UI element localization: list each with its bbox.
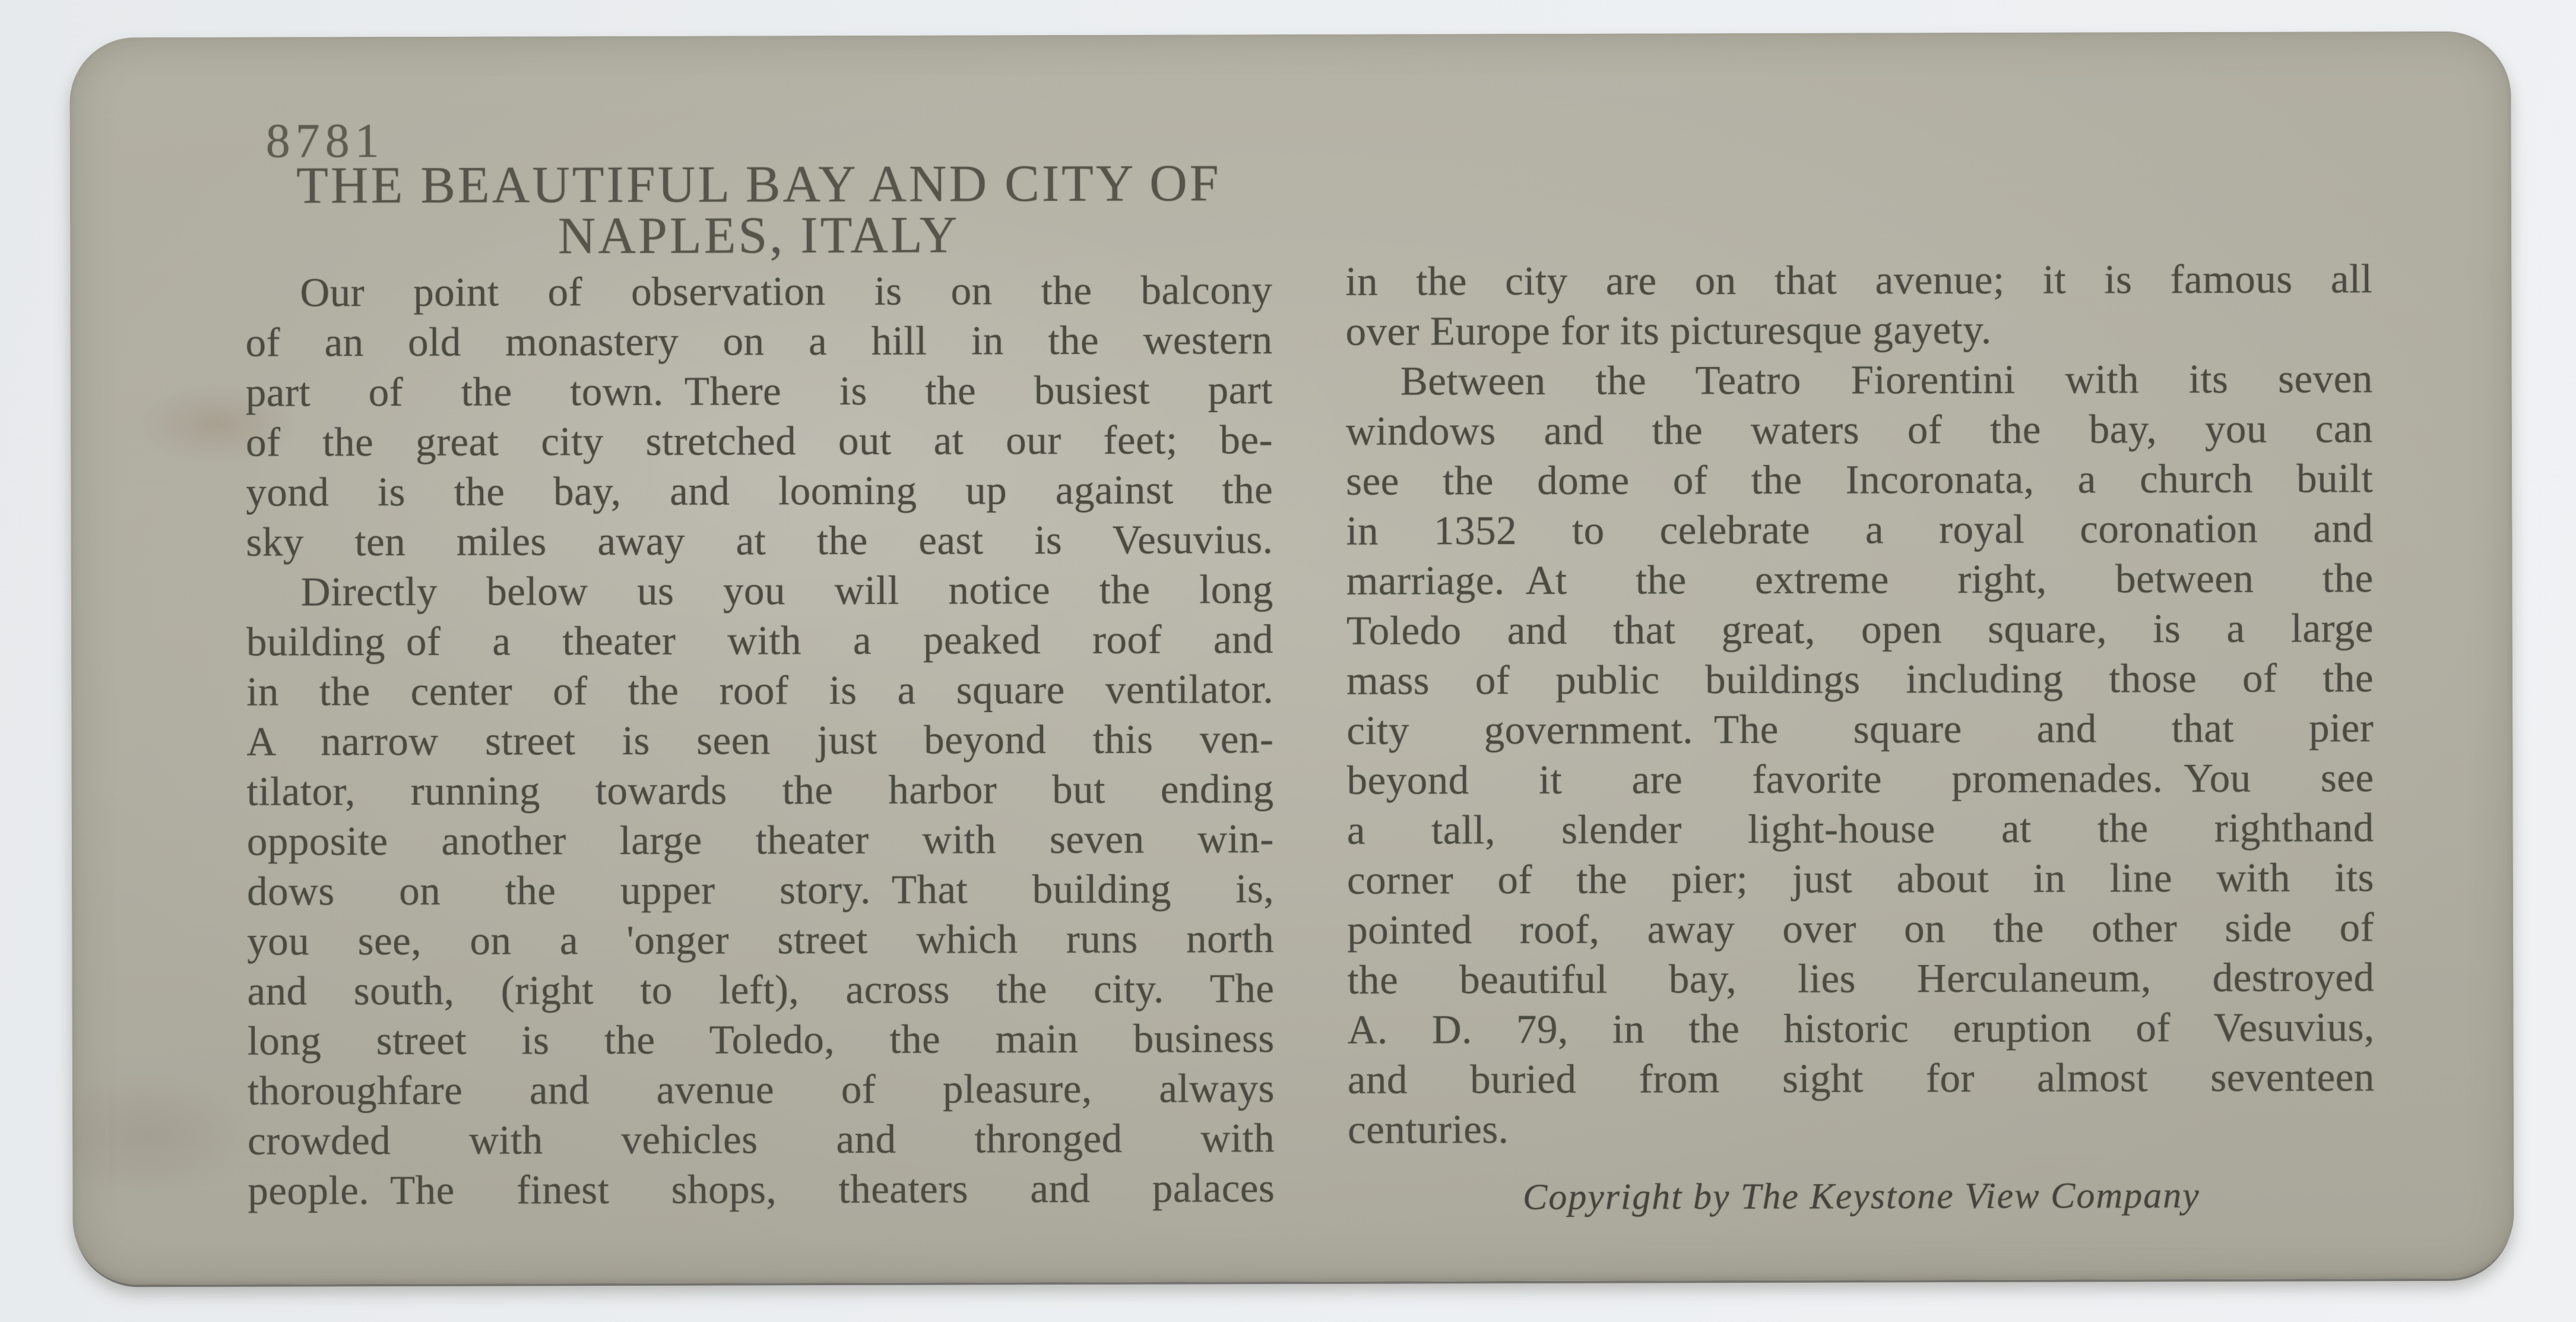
text-line: marriage. At the extreme right, between the (1346, 555, 2374, 603)
text-line: the beautiful bay, lies Herculaneum, destroyed (1347, 954, 2375, 1002)
text-line: corner of the pier; just about in line with its (1346, 855, 2375, 903)
text-line: opposite another large theater with seven win- (246, 816, 1274, 864)
text-line: A. D. 79, in the historic eruption of Vesuvius, (1347, 1004, 2375, 1052)
stereocard-back (69, 31, 2514, 1285)
text-line: of an old monastery on a hill in the western (245, 317, 1273, 365)
text-line: Directly below us you will notice the long (300, 567, 1273, 615)
text-line: you see, on a 'onger street which runs north (247, 916, 1275, 964)
card-title-line1: THE BEAUTIFUL BAY AND CITY OF (296, 154, 1221, 215)
text-line: sky ten miles away at the east is Vesuvius. (246, 517, 1273, 565)
text-line: beyond it are favorite promenades. You see (1346, 755, 2374, 803)
text-line: windows and the waters of the bay, you can (1345, 406, 2374, 454)
text-line: of the great city stretched out at our feet; be- (245, 417, 1273, 465)
text-line: yond is the bay, and looming up against the (246, 467, 1273, 515)
text-column-left (245, 265, 1275, 1216)
text-line: and buried from sight for almost seventeen (1347, 1054, 2375, 1102)
text-line: Toledo and that great, open square, is a large (1346, 605, 2374, 653)
text-line: and south, (right to left), across the city. The (247, 966, 1275, 1014)
text-line: a tall, slender light-house at the righthand (1346, 805, 2374, 853)
text-line: over Europe for its picturesque gayety. (1345, 306, 1992, 354)
text-line: thoroughfare and avenue of pleasure, always (247, 1065, 1275, 1114)
text-line: building of a theater with a peaked roof and (246, 616, 1274, 665)
text-line: part of the town. There is the busiest part (245, 367, 1273, 415)
copyright-line: Copyright by The Keystone View Company (1522, 1175, 2200, 1217)
card-number: 8781 (265, 113, 385, 168)
text-line: in the center of the roof is a square ventilator. (246, 666, 1274, 714)
text-line: in 1352 to celebrate a royal coronation and (1346, 505, 2374, 554)
text-line: mass of public buildings including those of the (1346, 655, 2374, 703)
text-line: pointed roof, away over on the other side of (1347, 904, 2375, 953)
text-line: see the dome of the Incoronata, a church built (1346, 456, 2374, 504)
text-line: A narrow street is seen just beyond this ven- (246, 716, 1274, 764)
text-line: people. The finest shops, theaters and palaces (248, 1165, 1275, 1213)
text-line: centuries. (1347, 1106, 1509, 1152)
card-title-line2: NAPLES, ITALY (557, 206, 960, 265)
text-line: crowded with vehicles and thronged with (248, 1115, 1275, 1163)
text-line: dows on the upper story. That building is, (246, 866, 1275, 914)
text-line: Our point of observation is on the balcony (300, 267, 1273, 315)
text-line: long street is the Toledo, the main business (247, 1016, 1275, 1064)
text-column-right (1345, 254, 2375, 1155)
text-line: city government. The square and that pier (1346, 705, 2374, 753)
text-line: tilator, running towards the harbor but ending (246, 766, 1274, 814)
text-line: Between the Teatro Fiorentini with its seven (1400, 356, 2373, 404)
text-line: in the city are on that avenue; it is famous all (1345, 256, 2373, 304)
